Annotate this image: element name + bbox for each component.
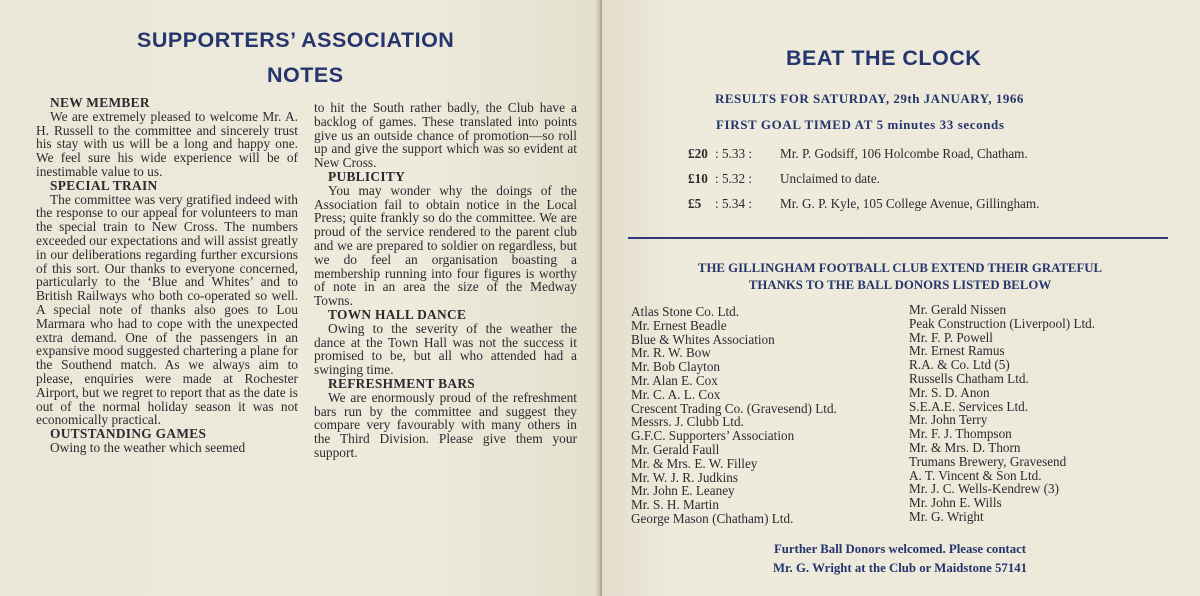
prize-time: : 5.32 : [715,171,752,186]
paragraph-continued: to hit the South rather badly, the Club have a backlog of games. These translated into points give us an outside chance of promotion—so roll up and give the support which was so evident at New Cross. [314,100,577,171]
notes-column-2 [314,101,577,460]
donor-name: Mr. F. J. Thompson [909,426,1012,442]
thanks-line-1: THE GILLINGHAM FOOTBALL CLUB EXTEND THEIR GRATEFUL [697,261,1103,275]
donor-name: Mr. F. P. Powell [909,329,993,345]
paragraph: We are enormously proud of the refreshment bars run by the committee and suggest they compare very favourably with many others in the Third Division. Please give them your support. [314,389,577,460]
donor-name: George Mason (Chatham) Ltd. [631,510,794,526]
donor-name: Crescent Trading Co. (Gravesend) Ltd. [631,400,837,416]
section-heading: SPECIAL TRAIN [50,177,158,193]
donor-name: G.F.C. Supporters’ Association [631,428,795,444]
left-page-title-line1: SUPPORTERS’ ASSOCIATION [137,28,455,52]
prize-row [688,171,880,187]
donor-name: Mr. John E. Wills [909,495,1002,511]
donor-name: Mr. Bob Clayton [631,359,721,375]
donor-name: Mr. & Mrs. D. Thorn [909,439,1021,455]
donors-list-right [909,303,1095,524]
donor-name: Mr. Alan E. Cox [631,372,718,388]
results-date-line: RESULTS FOR SATURDAY, 29th JANUARY, 1966 [715,91,1024,106]
prize-winner: Unclaimed to date. [780,171,880,186]
donor-name: Mr. Gerald Faull [631,441,720,457]
donors-list-left [631,305,837,526]
prize-time: : 5.33 : [715,146,752,161]
prize-winner: Mr. G. P. Kyle, 105 College Avenue, Gillingham. [780,196,1040,211]
donor-name: Mr. & Mrs. E. W. Filley [631,455,758,471]
donor-name: Mr. John E. Leaney [631,483,735,499]
donor-name: Mr. G. Wright [909,508,984,524]
beat-the-clock-title: BEAT THE CLOCK [786,46,982,70]
section-heading: OUTSTANDING GAMES [50,426,207,442]
donor-name: Atlas Stone Co. Ltd. [631,304,740,319]
first-goal-line: FIRST GOAL TIMED AT 5 minutes 33 seconds [716,117,1005,132]
donor-name: Mr. R. W. Bow [631,345,711,361]
donor-name: A. T. Vincent & Son Ltd. [909,467,1042,483]
donor-name: Mr. J. C. Wells-Kendrew (3) [909,481,1059,497]
paragraph: Owing to the severity of the weather the dance at the Town Hall was not the success it promised to be, but all who attended had a swinging time. [314,320,577,378]
paragraph: You may wonder why the doings of the Association fail to obtain notice in the Local Press; quite frankly so do the committee. We are proud of the service rendered to the parent club and we are prepared to soldier on regardless, but we do feel an organisation boasting a membership running into four figures is worthy of note in an area the size of the Medway Towns. [314,182,577,309]
thanks-line-2: THANKS TO THE BALL DONORS LISTED BELOW [748,277,1052,292]
donor-name: S.E.A.E. Services Ltd. [909,398,1029,414]
prize-row [688,146,1028,162]
donor-name: Mr. John Terry [909,412,988,428]
thanks-heading [622,260,1178,293]
donor-name: Trumans Brewery, Gravesend [909,453,1067,469]
paragraph: We are extremely pleased to welcome Mr. A. H. Russell to the committee and sincerely trust his stay with us will be a long and happy one. We feel sure his wide experience will be of inestimable value to us. [36,108,298,179]
donor-name: Mr. S. D. Anon [909,384,990,400]
donor-name: Mr. W. J. R. Judkins [631,469,738,485]
section-heading: TOWN HALL DANCE [328,306,467,322]
donor-name: Mr. C. A. L. Cox [631,386,721,402]
section-heading: REFRESHMENT BARS [328,375,476,391]
left-page-title-line2: NOTES [267,63,344,87]
paragraph: The committee was very gratified indeed with the response to our appeal for volunteers to man the special train to New Cross. The numbers exceeded our expectations and will assist greatly in our deliberations regarding further excursions of this sort. Our thanks to everyone concerned, particularly to the ‘Blue and Whites’ and to British Railways who both co-operated so well. A special note of thanks also goes to Lou Marmara who had to cope with the unexpected extra demand. One of the passengers in an expansive mood suggested chartering a plane for the Southend match. As we always aim to please, enquiries were made at Rochester Airport, but we regret to report that as the date is out of the normal holiday season it was not economically practical. [36,191,298,428]
prize-time: : 5.34 : [715,196,752,211]
donor-name: Mr. Gerald Nissen [909,302,1007,317]
donor-name: Blue & Whites Association [631,331,775,347]
donor-name: Peak Construction (Liverpool) Ltd. [909,315,1096,331]
donor-name: R.A. & Co. Ltd (5) [909,357,1010,373]
donor-name: Mr. Ernest Beadle [631,317,727,333]
footer-line-2: Mr. G. Wright at the Club or Maidstone 57141 [772,560,1028,575]
paragraph: Owing to the weather which seemed [50,439,246,455]
donor-name: Russells Chatham Ltd. [909,370,1029,386]
prize-amount: £10 [688,171,708,186]
donor-name: Messrs. J. Clubb Ltd. [631,414,744,430]
prize-row [688,196,1039,212]
notes-column-1 [36,96,298,455]
prize-winner: Mr. P. Godsiff, 106 Holcombe Road, Chatham. [780,146,1028,161]
footer-note [622,540,1178,577]
right-page [602,0,1200,596]
donor-name: Mr. S. H. Martin [631,497,719,513]
section-heading: PUBLICITY [328,168,406,184]
donor-name: Mr. Ernest Ramus [909,343,1005,359]
footer-line-1: Further Ball Donors welcomed. Please contact [773,542,1027,556]
section-heading: NEW MEMBER [50,95,150,110]
prize-amount: £5 [688,196,702,211]
prize-amount: £20 [688,146,708,161]
section-divider [628,237,1168,239]
